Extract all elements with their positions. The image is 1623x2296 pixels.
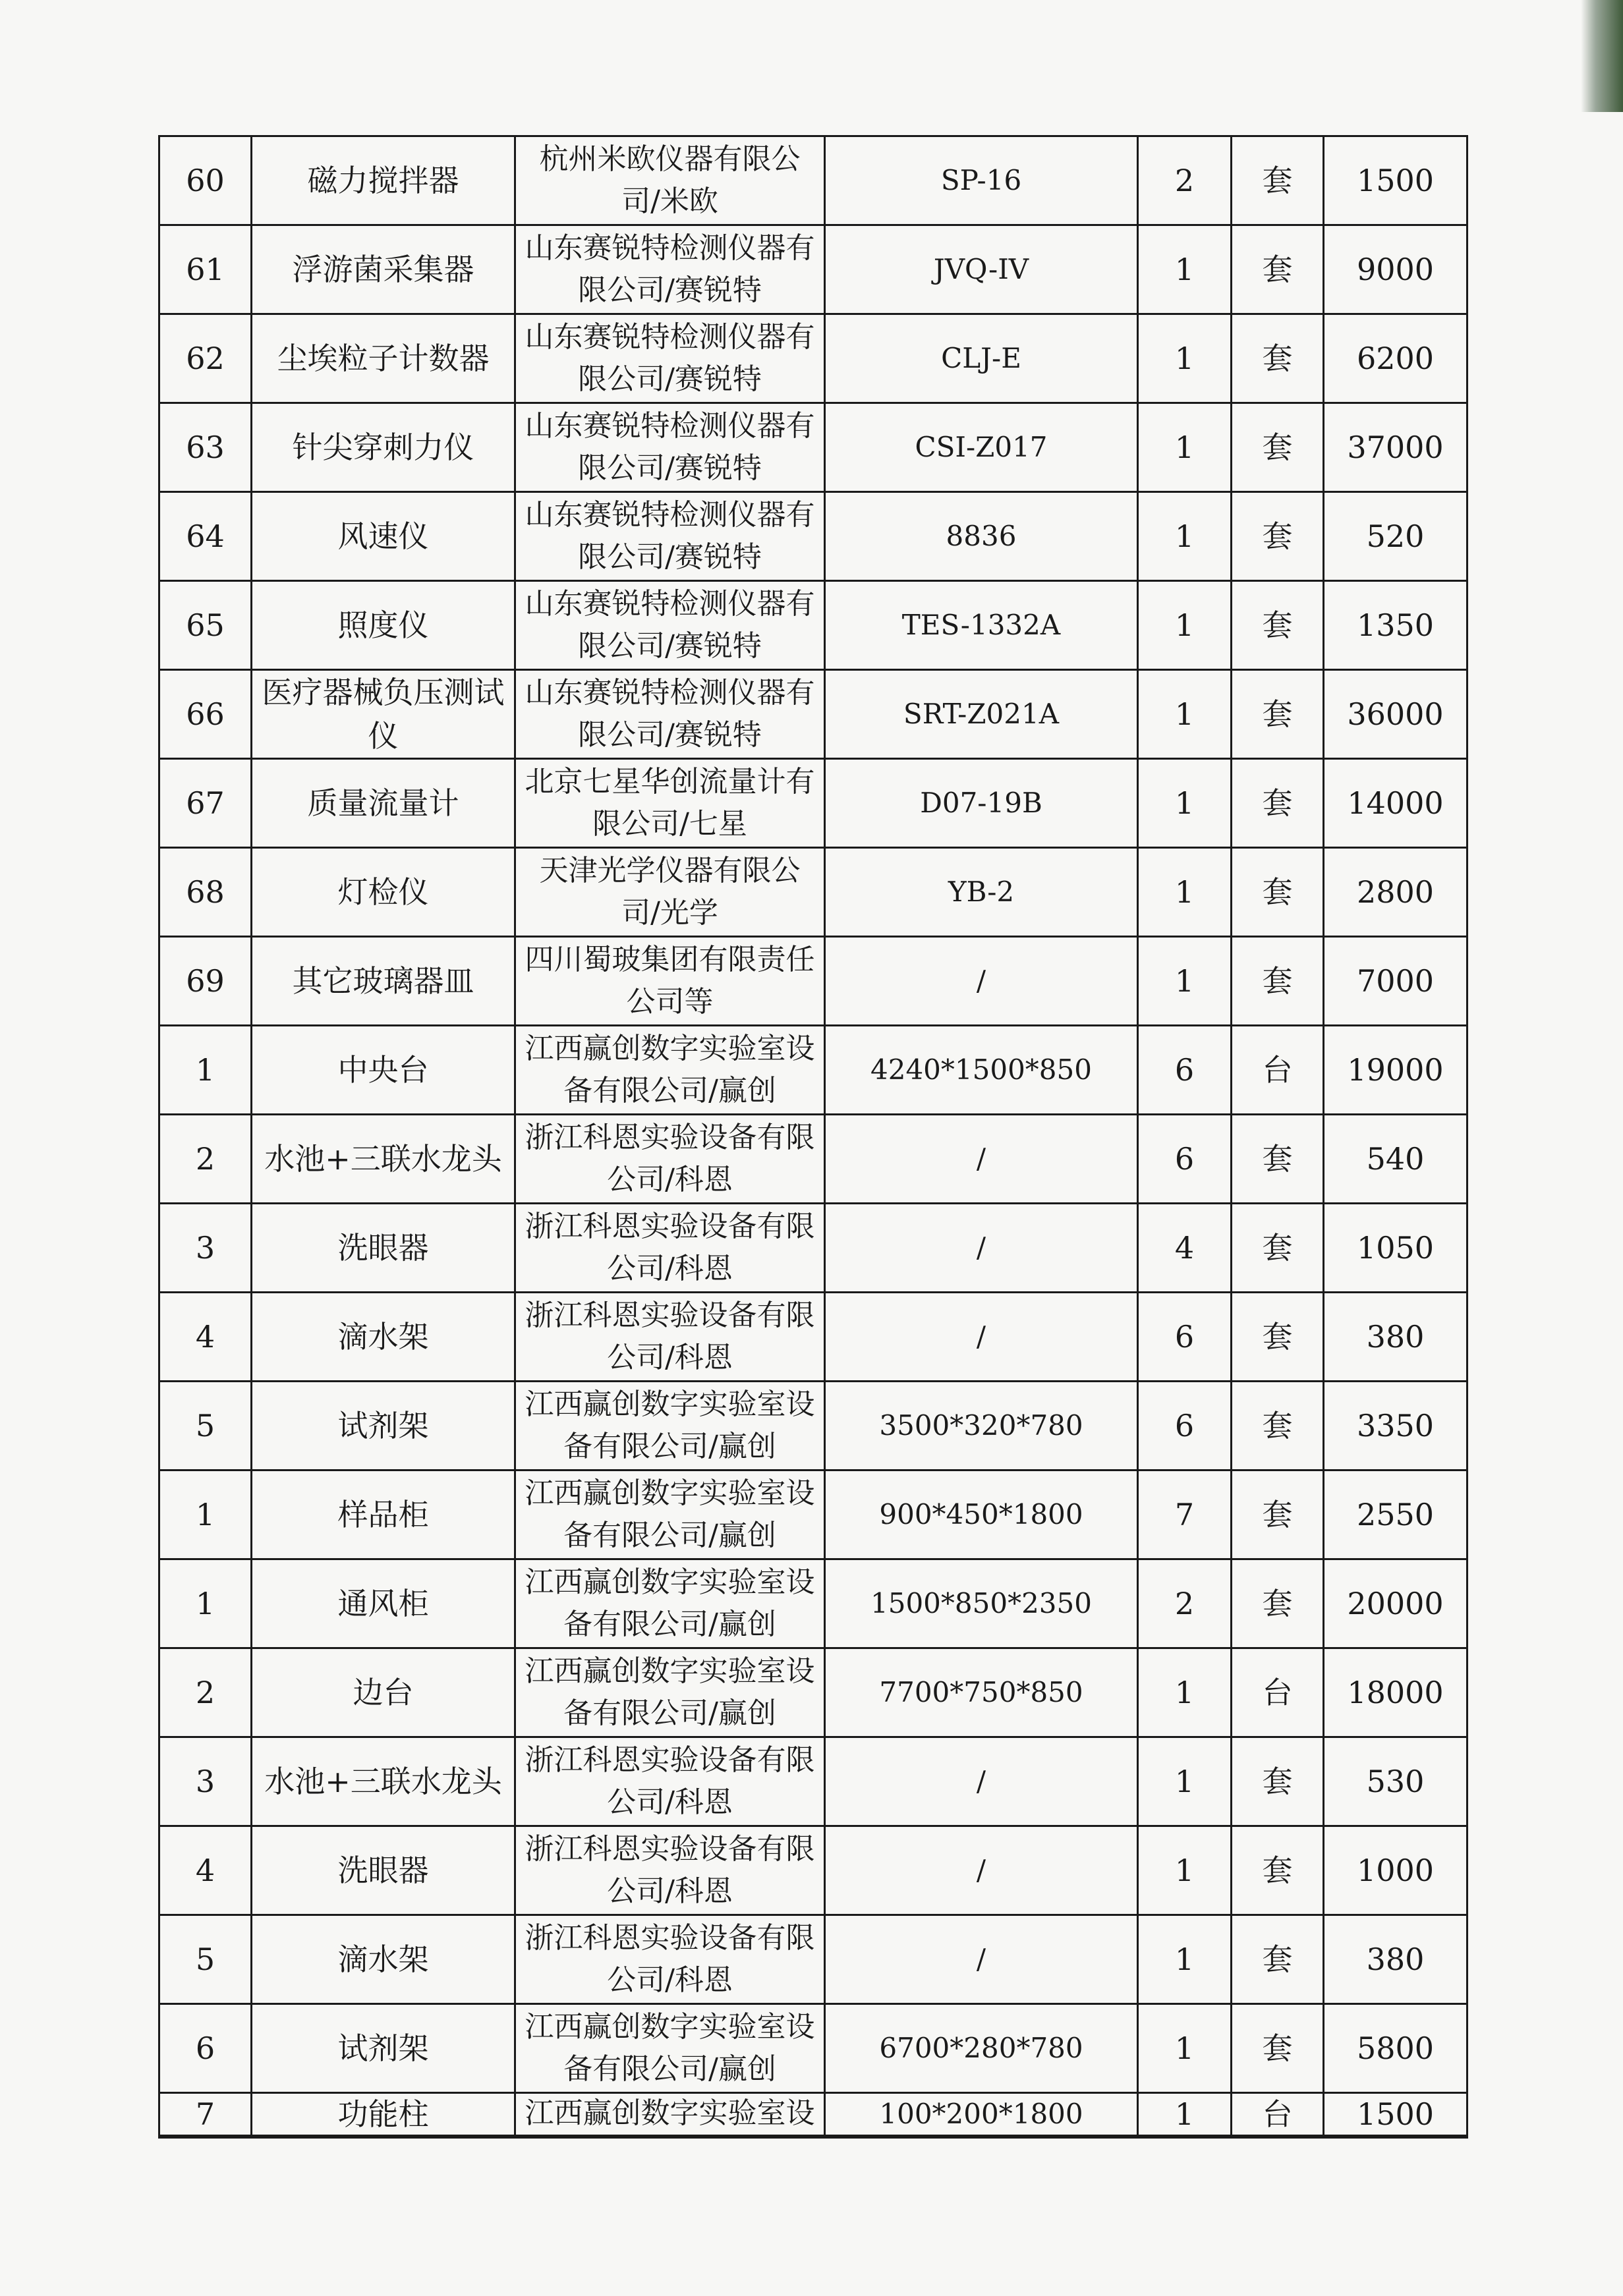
manufacturer-cell: 北京七星华创流量计有限公司/七星: [515, 759, 825, 848]
equipment-name-cell: 试剂架: [252, 1382, 515, 1470]
table-row: [159, 1026, 1467, 1115]
equipment-name-cell: 通风柜: [252, 1559, 515, 1648]
quantity-cell: 1: [1138, 1737, 1232, 1826]
unit-cell: 套: [1232, 1115, 1324, 1204]
table-row: [159, 136, 1467, 225]
table-row: [159, 1204, 1467, 1293]
equipment-table: [158, 135, 1468, 2139]
manufacturer-cell: 山东赛锐特检测仪器有限公司/赛锐特: [515, 492, 825, 581]
manufacturer-cell: 浙江科恩实验设备有限公司/科恩: [515, 1826, 825, 1915]
quantity-cell: 1: [1138, 1915, 1232, 2004]
manufacturer-cell: 江西赢创数字实验室设备有限公司/赢创: [515, 1648, 825, 1737]
equipment-name-cell: 试剂架: [252, 2004, 515, 2093]
quantity-cell: 1: [1138, 670, 1232, 759]
quantity-cell: 1: [1138, 403, 1232, 492]
item-number-cell: 68: [159, 848, 252, 937]
table-row: [159, 403, 1467, 492]
model-spec-cell: SP-16: [825, 136, 1138, 225]
model-spec-cell: YB-2: [825, 848, 1138, 937]
equipment-name-cell: 洗眼器: [252, 1204, 515, 1293]
item-number-cell: 64: [159, 492, 252, 581]
unit-price-cell: 520: [1324, 492, 1467, 581]
table-row: [159, 314, 1467, 403]
item-number-cell: 69: [159, 937, 252, 1026]
unit-cell: 套: [1232, 1737, 1324, 1826]
model-spec-cell: 7700*750*850: [825, 1648, 1138, 1737]
item-number-cell: 2: [159, 1648, 252, 1737]
equipment-name-cell: 其它玻璃器皿: [252, 937, 515, 1026]
table-row: [159, 581, 1467, 670]
table-row: [159, 492, 1467, 581]
unit-price-cell: 36000: [1324, 670, 1467, 759]
equipment-name-cell: 针尖穿刺力仪: [252, 403, 515, 492]
item-number-cell: 63: [159, 403, 252, 492]
item-number-cell: 67: [159, 759, 252, 848]
model-spec-cell: 900*450*1800: [825, 1470, 1138, 1559]
equipment-name-cell: 质量流量计: [252, 759, 515, 848]
quantity-cell: 6: [1138, 1026, 1232, 1115]
equipment-name-cell: 尘埃粒子计数器: [252, 314, 515, 403]
table-row: [159, 937, 1467, 1026]
unit-cell: 套: [1232, 759, 1324, 848]
table-row: [159, 1382, 1467, 1470]
item-number-cell: 60: [159, 136, 252, 225]
table-row: [159, 1115, 1467, 1204]
unit-cell: 套: [1232, 492, 1324, 581]
unit-price-cell: 380: [1324, 1293, 1467, 1382]
manufacturer-cell: 天津光学仪器有限公司/光学: [515, 848, 825, 937]
item-number-cell: 5: [159, 1382, 252, 1470]
table-row: [159, 1737, 1467, 1826]
unit-price-cell: 7000: [1324, 937, 1467, 1026]
unit-cell: 套: [1232, 314, 1324, 403]
equipment-name-cell: 中央台: [252, 1026, 515, 1115]
model-spec-cell: /: [825, 1115, 1138, 1204]
manufacturer-cell: 江西赢创数字实验室设备有限公司/赢创: [515, 2004, 825, 2093]
item-number-cell: 66: [159, 670, 252, 759]
table-row: [159, 848, 1467, 937]
manufacturer-cell: 浙江科恩实验设备有限公司/科恩: [515, 1915, 825, 2004]
table-row: [159, 759, 1467, 848]
item-number-cell: 1: [159, 1470, 252, 1559]
unit-price-cell: 380: [1324, 1915, 1467, 2004]
manufacturer-cell: 山东赛锐特检测仪器有限公司/赛锐特: [515, 403, 825, 492]
item-number-cell: 65: [159, 581, 252, 670]
equipment-name-cell: 灯检仪: [252, 848, 515, 937]
equipment-name-cell: 浮游菌采集器: [252, 225, 515, 314]
unit-price-cell: 19000: [1324, 1026, 1467, 1115]
manufacturer-cell: 江西赢创数字实验室设备有限公司/赢创: [515, 1470, 825, 1559]
model-spec-cell: 1500*850*2350: [825, 1559, 1138, 1648]
model-spec-cell: D07-19B: [825, 759, 1138, 848]
table-row: [159, 1915, 1467, 2004]
model-spec-cell: 8836: [825, 492, 1138, 581]
quantity-cell: 1: [1138, 1648, 1232, 1737]
quantity-cell: 7: [1138, 1470, 1232, 1559]
equipment-name-cell: 水池+三联水龙头: [252, 1115, 515, 1204]
quantity-cell: 1: [1138, 1826, 1232, 1915]
unit-price-cell: 1050: [1324, 1204, 1467, 1293]
model-spec-cell: JVQ-IV: [825, 225, 1138, 314]
manufacturer-cell: 山东赛锐特检测仪器有限公司/赛锐特: [515, 314, 825, 403]
table-body: [159, 136, 1467, 2137]
equipment-name-cell: 样品柜: [252, 1470, 515, 1559]
quantity-cell: 1: [1138, 937, 1232, 1026]
quantity-cell: 1: [1138, 848, 1232, 937]
quantity-cell: 6: [1138, 1382, 1232, 1470]
model-spec-cell: /: [825, 1204, 1138, 1293]
unit-price-cell: 1500: [1324, 2093, 1467, 2137]
unit-price-cell: 6200: [1324, 314, 1467, 403]
quantity-cell: 1: [1138, 314, 1232, 403]
unit-price-cell: 3350: [1324, 1382, 1467, 1470]
quantity-cell: 2: [1138, 1559, 1232, 1648]
unit-cell: 套: [1232, 581, 1324, 670]
unit-price-cell: 1350: [1324, 581, 1467, 670]
unit-cell: 套: [1232, 403, 1324, 492]
quantity-cell: 1: [1138, 2093, 1232, 2137]
unit-cell: 套: [1232, 2004, 1324, 2093]
quantity-cell: 1: [1138, 581, 1232, 670]
equipment-name-cell: 照度仪: [252, 581, 515, 670]
equipment-name-cell: 边台: [252, 1648, 515, 1737]
quantity-cell: 4: [1138, 1204, 1232, 1293]
item-number-cell: 2: [159, 1115, 252, 1204]
unit-cell: 套: [1232, 136, 1324, 225]
equipment-name-cell: 洗眼器: [252, 1826, 515, 1915]
model-spec-cell: /: [825, 1737, 1138, 1826]
item-number-cell: 6: [159, 2004, 252, 2093]
unit-cell: 套: [1232, 1826, 1324, 1915]
item-number-cell: 1: [159, 1559, 252, 1648]
unit-price-cell: 9000: [1324, 225, 1467, 314]
unit-price-cell: 20000: [1324, 1559, 1467, 1648]
manufacturer-cell: 江西赢创数字实验室设备有限公司/赢创: [515, 1382, 825, 1470]
unit-price-cell: 5800: [1324, 2004, 1467, 2093]
table-row: [159, 2093, 1467, 2137]
quantity-cell: 2: [1138, 136, 1232, 225]
table-row: [159, 1559, 1467, 1648]
unit-price-cell: 18000: [1324, 1648, 1467, 1737]
model-spec-cell: /: [825, 1293, 1138, 1382]
table-row: [159, 1648, 1467, 1737]
unit-cell: 套: [1232, 937, 1324, 1026]
unit-cell: 套: [1232, 848, 1324, 937]
quantity-cell: 1: [1138, 2004, 1232, 2093]
unit-cell: 套: [1232, 1204, 1324, 1293]
equipment-name-cell: 滴水架: [252, 1293, 515, 1382]
model-spec-cell: 4240*1500*850: [825, 1026, 1138, 1115]
item-number-cell: 1: [159, 1026, 252, 1115]
model-spec-cell: /: [825, 937, 1138, 1026]
item-number-cell: 7: [159, 2093, 252, 2137]
table-row: [159, 1826, 1467, 1915]
manufacturer-cell: 浙江科恩实验设备有限公司/科恩: [515, 1737, 825, 1826]
unit-price-cell: 37000: [1324, 403, 1467, 492]
manufacturer-cell: 浙江科恩实验设备有限公司/科恩: [515, 1115, 825, 1204]
unit-cell: 套: [1232, 1470, 1324, 1559]
manufacturer-cell: 山东赛锐特检测仪器有限公司/赛锐特: [515, 225, 825, 314]
manufacturer-cell: 杭州米欧仪器有限公司/米欧: [515, 136, 825, 225]
manufacturer-cell: 山东赛锐特检测仪器有限公司/赛锐特: [515, 581, 825, 670]
unit-cell: 套: [1232, 1915, 1324, 2004]
unit-price-cell: 1000: [1324, 1826, 1467, 1915]
unit-price-cell: 540: [1324, 1115, 1467, 1204]
unit-price-cell: 14000: [1324, 759, 1467, 848]
quantity-cell: 1: [1138, 225, 1232, 314]
equipment-name-cell: 功能柱: [252, 2093, 515, 2137]
quantity-cell: 6: [1138, 1293, 1232, 1382]
equipment-name-cell: 水池+三联水龙头: [252, 1737, 515, 1826]
unit-cell: 套: [1232, 1293, 1324, 1382]
unit-price-cell: 2550: [1324, 1470, 1467, 1559]
unit-cell: 套: [1232, 225, 1324, 314]
table-row: [159, 670, 1467, 759]
manufacturer-cell: 山东赛锐特检测仪器有限公司/赛锐特: [515, 670, 825, 759]
unit-price-cell: 2800: [1324, 848, 1467, 937]
model-spec-cell: CLJ-E: [825, 314, 1138, 403]
item-number-cell: 5: [159, 1915, 252, 2004]
manufacturer-cell: 四川蜀玻集团有限责任公司等: [515, 937, 825, 1026]
item-number-cell: 3: [159, 1204, 252, 1293]
table-row: [159, 1293, 1467, 1382]
quantity-cell: 1: [1138, 759, 1232, 848]
model-spec-cell: 6700*280*780: [825, 2004, 1138, 2093]
table-row: [159, 225, 1467, 314]
quantity-cell: 1: [1138, 492, 1232, 581]
model-spec-cell: TES-1332A: [825, 581, 1138, 670]
item-number-cell: 3: [159, 1737, 252, 1826]
quantity-cell: 6: [1138, 1115, 1232, 1204]
item-number-cell: 61: [159, 225, 252, 314]
item-number-cell: 4: [159, 1293, 252, 1382]
unit-cell: 套: [1232, 1382, 1324, 1470]
table-row: [159, 2004, 1467, 2093]
unit-cell: 台: [1232, 1648, 1324, 1737]
model-spec-cell: /: [825, 1915, 1138, 2004]
unit-cell: 台: [1232, 2093, 1324, 2137]
manufacturer-cell: 浙江科恩实验设备有限公司/科恩: [515, 1204, 825, 1293]
item-number-cell: 4: [159, 1826, 252, 1915]
manufacturer-cell: 江西赢创数字实验室设备有限公司/赢创: [515, 1026, 825, 1115]
equipment-name-cell: 风速仪: [252, 492, 515, 581]
equipment-name-cell: 磁力搅拌器: [252, 136, 515, 225]
unit-cell: 套: [1232, 1559, 1324, 1648]
unit-cell: 台: [1232, 1026, 1324, 1115]
manufacturer-cell: 江西赢创数字实验室设: [515, 2093, 825, 2137]
model-spec-cell: 100*200*1800: [825, 2093, 1138, 2137]
model-spec-cell: SRT-Z021A: [825, 670, 1138, 759]
equipment-name-cell: 医疗器械负压测试仪: [252, 670, 515, 759]
unit-price-cell: 1500: [1324, 136, 1467, 225]
model-spec-cell: /: [825, 1826, 1138, 1915]
item-number-cell: 62: [159, 314, 252, 403]
model-spec-cell: 3500*320*780: [825, 1382, 1138, 1470]
manufacturer-cell: 江西赢创数字实验室设备有限公司/赢创: [515, 1559, 825, 1648]
manufacturer-cell: 浙江科恩实验设备有限公司/科恩: [515, 1293, 825, 1382]
unit-price-cell: 530: [1324, 1737, 1467, 1826]
table-row: [159, 1470, 1467, 1559]
model-spec-cell: CSI-Z017: [825, 403, 1138, 492]
equipment-name-cell: 滴水架: [252, 1915, 515, 2004]
unit-cell: 套: [1232, 670, 1324, 759]
